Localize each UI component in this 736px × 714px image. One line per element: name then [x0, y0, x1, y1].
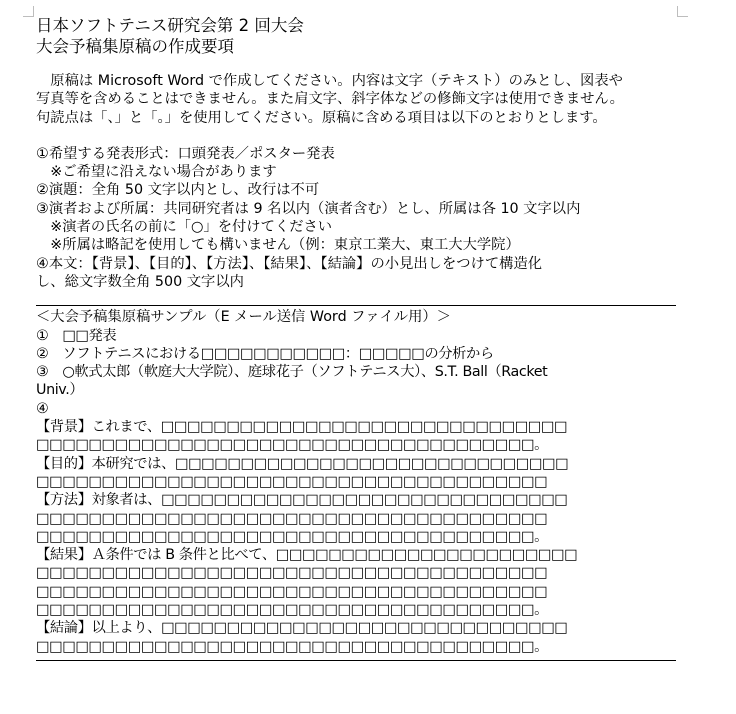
sample-line: □□□□□□□□□□□□□□□□□□□□□□□□□□□□□□□□□□□□□□。: [36, 638, 549, 655]
requirement-line: ③演者および所属：共同研究者は 9 名以内（演者含む）とし、所属は各 10 文字以内: [36, 200, 581, 217]
document-title: [36, 15, 681, 57]
sample-bottom-rule: [36, 660, 676, 661]
sample-line: ② ソフトテニスにおける□□□□□□□□□□□：□□□□□の分析から: [36, 345, 494, 362]
intro-paragraph: [36, 72, 681, 127]
sample-line: □□□□□□□□□□□□□□□□□□□□□□□□□□□□□□□□□□□□□□。: [36, 602, 549, 619]
requirement-line: ※所属は略記を使用しても構いません（例：東京工業大、東工大大学院）: [36, 237, 520, 254]
sample-line: 【目的】本研究では、□□□□□□□□□□□□□□□□□□□□□□□□□□□□□□: [36, 455, 569, 472]
sample-top-rule: [36, 305, 676, 306]
requirements-list: [36, 145, 681, 291]
sample-line: □□□□□□□□□□□□□□□□□□□□□□□□□□□□□□□□□□□□□□。: [36, 528, 549, 545]
requirement-line: し、総文字数全角 500 文字以内: [36, 273, 244, 290]
title-line-1: 日本ソフトテニス研究会第 2 回大会: [36, 16, 304, 35]
sample-line: 【結論】以上より、□□□□□□□□□□□□□□□□□□□□□□□□□□□□□□□: [36, 620, 568, 637]
intro-line: 句読点は「、」と「。」を使用してください。原稿に含める項目は以下のとおりとします。: [36, 109, 607, 126]
requirement-line: ※ご希望に沿えない場合があります: [36, 164, 277, 181]
sample-line: □□□□□□□□□□□□□□□□□□□□□□□□□□□□□□□□□□□□□□□: [36, 583, 548, 600]
sample-line: 【背景】これまで、□□□□□□□□□□□□□□□□□□□□□□□□□□□□□□□: [36, 419, 568, 436]
sample-line: □□□□□□□□□□□□□□□□□□□□□□□□□□□□□□□□□□□□□□。: [36, 437, 549, 454]
requirement-line: ※演者の氏名の前に「○」を付けてください: [36, 219, 333, 236]
intro-line: 原稿は Microsoft Word で作成してください。内容は文字（テキスト）のみとし、図表や: [36, 73, 623, 89]
sample-lines: [36, 327, 681, 656]
sample-section: [36, 308, 681, 656]
sample-line: □□□□□□□□□□□□□□□□□□□□□□□□□□□□□□□□□□□□□□□: [36, 510, 548, 527]
sample-line: ③ ○軟式太郎（軟庭大大学院）、庭球花子（ソフトテニス大）、S.T. Ball（Racket: [36, 364, 548, 381]
sample-line: 【結果】Ａ条件では B 条件と比べて、□□□□□□□□□□□□□□□□□□□□□□□: [36, 547, 578, 564]
sample-heading: ＜大会予稿集原稿サンプル（E メール送信 Word ファイル用）＞: [36, 309, 451, 326]
requirement-line: ④本文：【背景】、【目的】、【方法】、【結果】、【結論】の小見出しをつけて構造化: [36, 255, 543, 272]
intro-line: 写真等を含めることはできません。また肩文字、斜字体などの修飾文字は使用できません。: [36, 91, 624, 108]
sample-line: 【方法】対象者は、□□□□□□□□□□□□□□□□□□□□□□□□□□□□□□□: [36, 492, 568, 509]
sample-line: ④: [36, 400, 49, 417]
page-corner-mark-top-left: [23, 6, 34, 17]
title-line-2: 大会予稿集原稿の作成要項: [36, 37, 234, 56]
sample-line: □□□□□□□□□□□□□□□□□□□□□□□□□□□□□□□□□□□□□□□: [36, 473, 548, 490]
document-body[interactable]: [36, 15, 681, 663]
sample-line: Univ.）: [36, 382, 84, 399]
sample-line: □□□□□□□□□□□□□□□□□□□□□□□□□□□□□□□□□□□□□□□: [36, 565, 548, 582]
sample-line: ① □□発表: [36, 327, 117, 344]
requirement-line: ②演題：全角 50 文字以内とし、改行は不可: [36, 182, 320, 199]
requirement-line: ①希望する発表形式：口頭発表／ポスター発表: [36, 145, 335, 162]
